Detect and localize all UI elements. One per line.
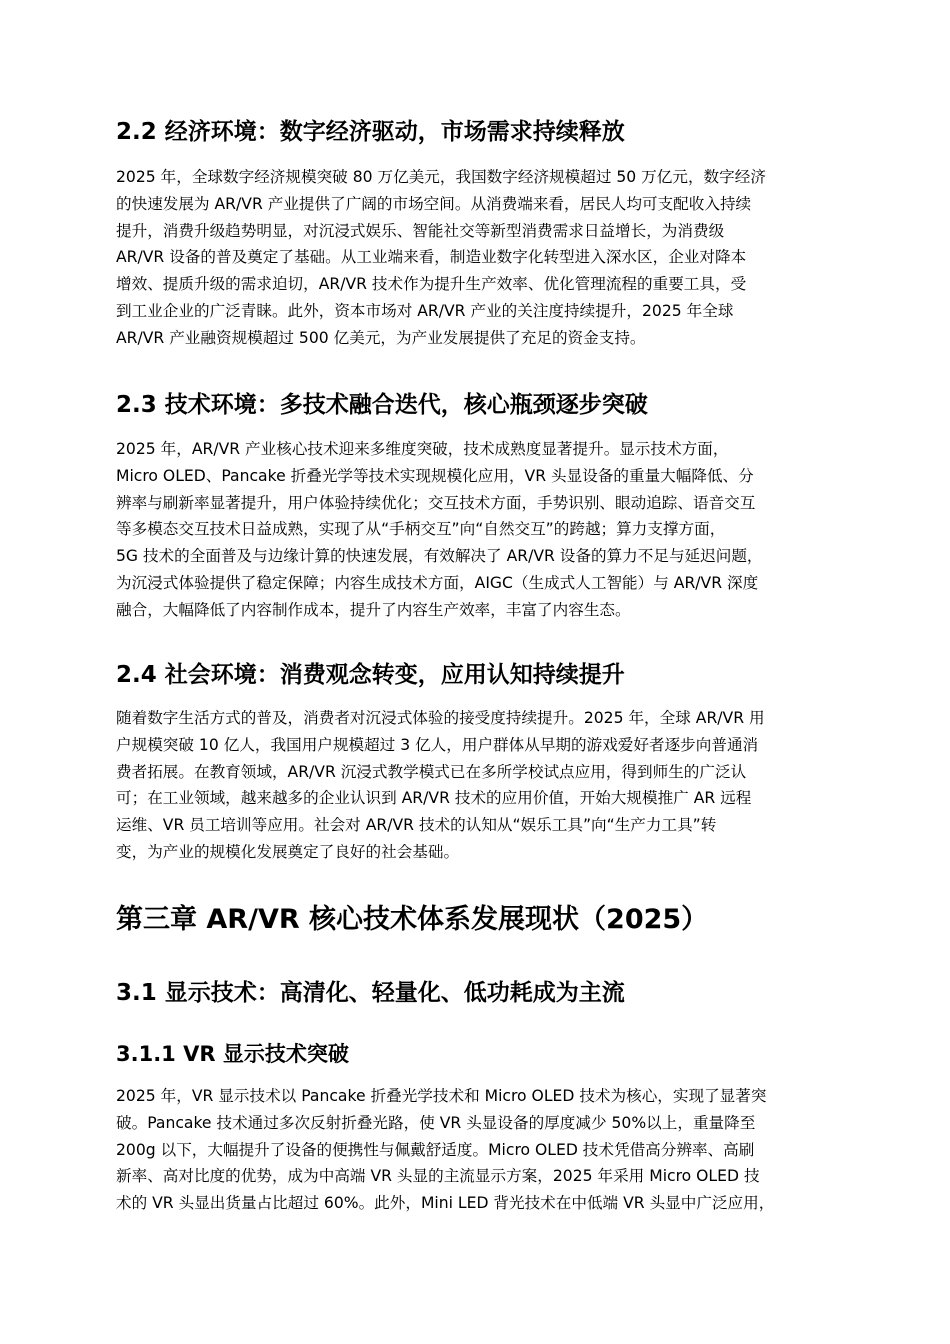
paragraph-line: AR/VR 产业融资规模超过 500 亿美元，为产业发展提供了充足的资金支持。 [116,328,646,347]
paragraph-line: 变，为产业的规模化发展奠定了良好的社会基础。 [116,842,460,861]
paragraph-line: AR/VR 设备的普及奠定了基础。从工业端来看，制造业数字化转型进入深水区，企业对降本 [116,248,747,267]
section-2-4-paragraph [116,705,840,866]
paragraph-line: 辨率与刷新率显著提升，用户体验持续优化；交互技术方面，手势识别、眼动追踪、语音交互 [116,493,756,512]
paragraph-line: 为沉浸式体验提供了稳定保障；内容生成技术方面，AIGC（生成式人工智能）与 AR/VR 深度 [116,573,759,592]
paragraph-line: 户规模突破 10 亿人，我国用户规模超过 3 亿人，用户群体从早期的游戏爱好者逐步向普通消 [116,735,759,754]
paragraph-line: 术的 VR 头显出货量占比超过 60%。此外，Mini LED 背光技术在中低端 VR 头显中广泛应用， [116,1194,775,1213]
paragraph-line: 破。Pancake 技术通过多次反射折叠光路，使 VR 头显设备的厚度减少 50%以上，重量降至 [116,1113,756,1132]
paragraph-line: 200g 以下，大幅提升了设备的便携性与佩戴舒适度。Micro OLED 技术凭借高分辨率、高刷 [116,1140,755,1159]
section-heading-2-2: 2.2 经济环境：数字经济驱动，市场需求持续释放 [116,119,625,145]
paragraph-line: 2025 年，VR 显示技术以 Pancake 折叠光学技术和 Micro OLED 技术为核心，实现了显著突 [116,1087,767,1105]
paragraph-line: 等多模态交互技术日益成熟，实现了从“手柄交互”向“自然交互”的跨越；算力支撑方面， [116,520,726,539]
section-heading-2-3: 2.3 技术环境：多技术融合迭代，核心瓶颈逐步突破 [116,392,648,418]
paragraph-line: 到工业企业的广泛青睐。此外，资本市场对 AR/VR 产业的关注度持续提升，2025 年全球 [116,301,734,320]
paragraph-line: 运维、VR 员工培训等应用。社会对 AR/VR 技术的认知从“娱乐工具”向“生产力工具”转 [116,816,717,835]
section-2-2-paragraph [116,164,840,352]
section-heading-3-1: 3.1 显示技术：高清化、轻量化、低功耗成为主流 [116,980,625,1006]
subsection-heading-3-1-1: 3.1.1 VR 显示技术突破 [116,1042,349,1066]
section-2-3-paragraph [116,436,840,624]
paragraph-line: 融合，大幅降低了内容制作成本，提升了内容生产效率，丰富了内容生态。 [116,600,631,619]
paragraph-line: 可；在工业领域，越来越多的企业认识到 AR/VR 技术的应用价值，开始大规模推广 AR 远程 [116,789,752,808]
paragraph-line: 5G 技术的全面普及与边缘计算的快速发展，有效解决了 AR/VR 设备的算力不足与延迟问题， [116,547,763,566]
subsection-3-1-1-paragraph [116,1083,840,1217]
chapter-title: 第三章 AR/VR 核心技术体系发展现状（2025） [116,904,709,935]
paragraph-line: 增效、提质升级的需求迫切，AR/VR 技术作为提升生产效率、优化管理流程的重要工具，受 [116,275,747,294]
paragraph-line: 的快速发展为 AR/VR 产业提供了广阔的市场空间。从消费端来看，居民人均可支配收入持续 [116,194,752,213]
paragraph-line: 费者拓展。在教育领域，AR/VR 沉浸式教学模式已在多所学校试点应用，得到师生的广泛认 [116,762,747,781]
paragraph-line: 提升，消费升级趋势明显，对沉浸式娱乐、智能社交等新型消费需求日益增长，为消费级 [116,221,725,240]
paragraph-line: 2025 年，全球数字经济规模突破 80 万亿美元，我国数字经济规模超过 50 万亿元，数字经济 [116,168,766,186]
paragraph-line: 随着数字生活方式的普及，消费者对沉浸式体验的接受度持续提升。2025 年，全球 AR/VR 用 [116,709,765,727]
paragraph-line: Micro OLED、Pancake 折叠光学等技术实现规模化应用，VR 头显设备的重量大幅降低、分 [116,466,754,485]
section-heading-2-4: 2.4 社会环境：消费观念转变，应用认知持续提升 [116,662,625,688]
paragraph-line: 新率、高对比度的优势，成为中高端 VR 头显的主流显示方案，2025 年采用 Micro OLED 技 [116,1167,760,1186]
paragraph-line: 2025 年，AR/VR 产业核心技术迎来多维度突破，技术成熟度显著提升。显示技术方面， [116,440,729,458]
